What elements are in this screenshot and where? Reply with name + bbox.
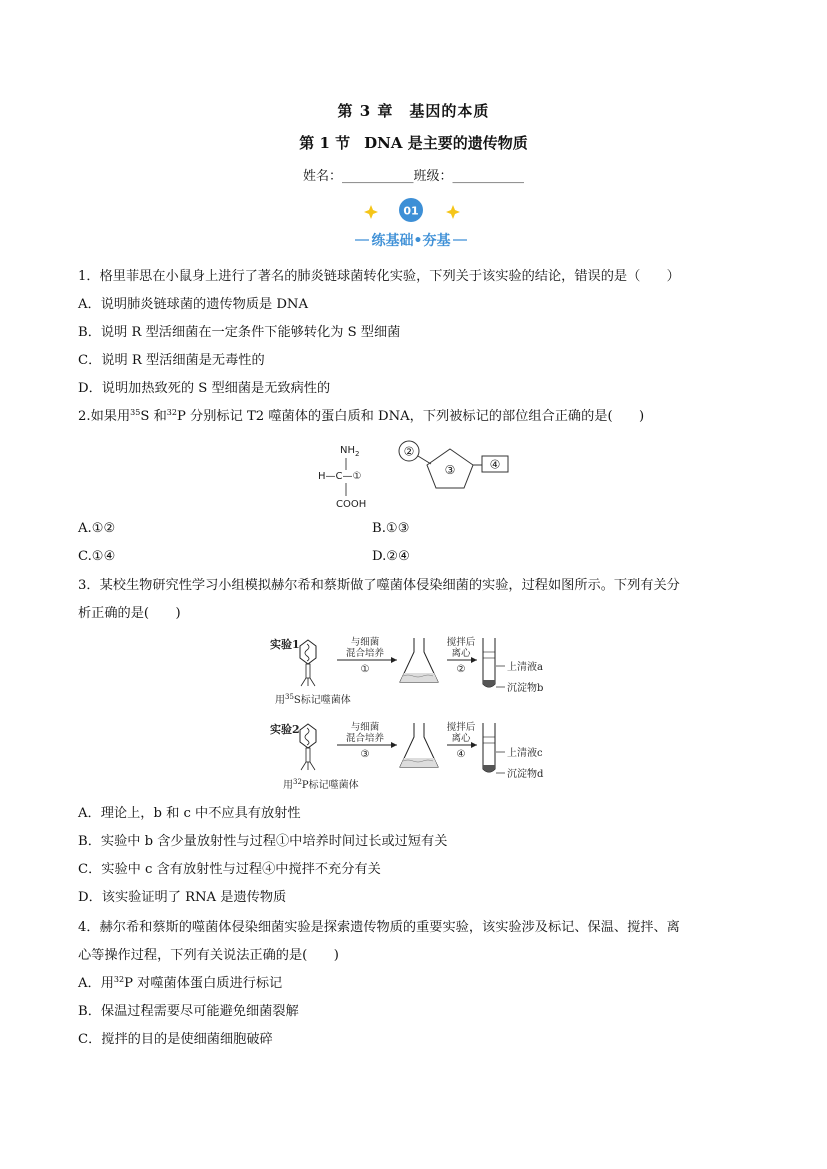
step-3: ③: [360, 749, 370, 760]
mix-culture-l1: 与细菌: [350, 722, 380, 733]
chapter-title: 第 3 章 基因的本质: [337, 102, 490, 120]
supernatant-a: 上清液a: [507, 662, 543, 673]
name-label: 姓名：: [302, 169, 342, 184]
sediment-b: 沉淀物b: [507, 683, 544, 694]
q2-option-c[interactable]: C.①④: [78, 549, 116, 564]
step-1: ①: [360, 664, 370, 675]
flask-icon: [400, 723, 438, 767]
q2-option-a[interactable]: A.①②: [78, 521, 116, 536]
q2-option-d[interactable]: D.②④: [372, 549, 410, 564]
q3-stem-line2: 析正确的是( ): [78, 606, 181, 621]
section-title: [0, 132, 827, 153]
q4-option-b[interactable]: B．保温过程需要尽可能避免细菌裂解: [78, 1004, 299, 1019]
q3-option-b[interactable]: B．实验中 b 含少量放射性与过程①中培养时间过长或过短有关: [78, 834, 448, 849]
phage-icon: [300, 640, 316, 686]
name-blank[interactable]: ___________: [342, 169, 414, 184]
test-tube-icon: [483, 723, 495, 772]
stir-centrifuge-l1: 搅拌后: [446, 722, 476, 733]
test-tube-icon: [483, 638, 495, 687]
q3-stem-line1: 3．某校生物研究性学习小组模拟赫尔希和蔡斯做了噬菌体侵染细菌的实验，过程如图所示。下列有关分: [78, 578, 680, 593]
class-label: 班级：: [413, 169, 453, 184]
base-label: ④: [489, 457, 501, 472]
q4-stem-line1: 4．赫尔希和蔡斯的噬菌体侵染细菌实验是探索遗传物质的重要实验，该实验涉及标记、保温、搅拌、离: [78, 920, 680, 935]
phosphate-label: ②: [403, 444, 415, 459]
amino-acid-nucleotide-figure: [312, 440, 517, 510]
stir-centrifuge-l1: 搅拌后: [446, 637, 476, 648]
section-badge: [355, 197, 467, 253]
q3-option-d[interactable]: D．该实验证明了 RNA 是遗传物质: [78, 890, 287, 905]
star-icon: [446, 205, 460, 219]
experiment-2-label: 实验2: [270, 723, 300, 736]
flask-icon: [400, 638, 438, 682]
q4-option-c[interactable]: C．搅拌的目的是使细菌细胞破碎: [78, 1032, 273, 1047]
sugar-label: ③: [444, 463, 456, 477]
stir-centrifuge-l2: 离心: [451, 733, 471, 744]
q1-option-d[interactable]: D．说明加热致死的 S 型细菌是无致病性的: [78, 381, 331, 396]
section-name: DNA 是主要的遗传物质: [364, 134, 528, 152]
phage-experiment-figure: [265, 632, 565, 795]
phage-icon: [300, 724, 316, 770]
q1-option-c[interactable]: C．说明 R 型活细菌是无毒性的: [78, 353, 265, 368]
h-c-group: H—C—①: [318, 471, 362, 482]
class-blank[interactable]: ___________: [452, 169, 525, 184]
q3-option-a[interactable]: A．理论上，b 和 c 中不应具有放射性: [78, 806, 301, 821]
mix-culture-l2: 混合培养: [345, 733, 385, 744]
name-class-line: [0, 165, 827, 184]
step-2: ②: [456, 664, 466, 675]
q1-option-b[interactable]: B．说明 R 型活细菌在一定条件下能够转化为 S 型细菌: [78, 325, 401, 340]
q4-option-a[interactable]: A．用$^{32}$P 对噬菌体蛋白质进行标记: [78, 975, 283, 991]
step-4: ④: [456, 749, 466, 760]
q2-stem: 2.如果用$^{35}$S 和$^{32}$P 分别标记 T2 噬菌体的蛋白质和 DNA，下列被标记的部位组合正确的是( ): [78, 408, 645, 424]
star-icon: [364, 205, 378, 219]
badge-number: 01: [403, 204, 419, 218]
mix-culture-l1: 与细菌: [350, 637, 380, 648]
experiment-1-label: 实验1: [270, 638, 300, 651]
sediment-d: 沉淀物d: [507, 769, 544, 780]
stir-centrifuge-l2: 离心: [451, 648, 471, 659]
cooh-label: COOH: [336, 499, 367, 510]
q1-stem: 1．格里菲思在小鼠身上进行了著名的肺炎链球菌转化实验，下列关于该实验的结论，错误的是（ ）: [78, 269, 680, 284]
mix-culture-l2: 混合培养: [345, 648, 385, 659]
label-32p-phage: 用$^{32}$P标记噬菌体: [283, 778, 359, 791]
label-35s-phage: 用$^{35}$S标记噬菌体: [275, 693, 351, 706]
supernatant-c: 上清液c: [507, 748, 543, 759]
nh2-label: $NH_2$: [340, 445, 360, 458]
q1-option-a[interactable]: A．说明肺炎链球菌的遗传物质是 DNA: [78, 297, 308, 312]
section-number: 第 1 节: [299, 134, 351, 152]
q2-option-b[interactable]: B.①③: [372, 521, 410, 536]
q3-option-c[interactable]: C．实验中 c 含有放射性与过程④中搅拌不充分有关: [78, 862, 381, 877]
q4-stem-line2: 心等操作过程，下列有关说法正确的是( ): [78, 948, 339, 963]
badge-text: 练基础•夯基: [371, 233, 451, 249]
